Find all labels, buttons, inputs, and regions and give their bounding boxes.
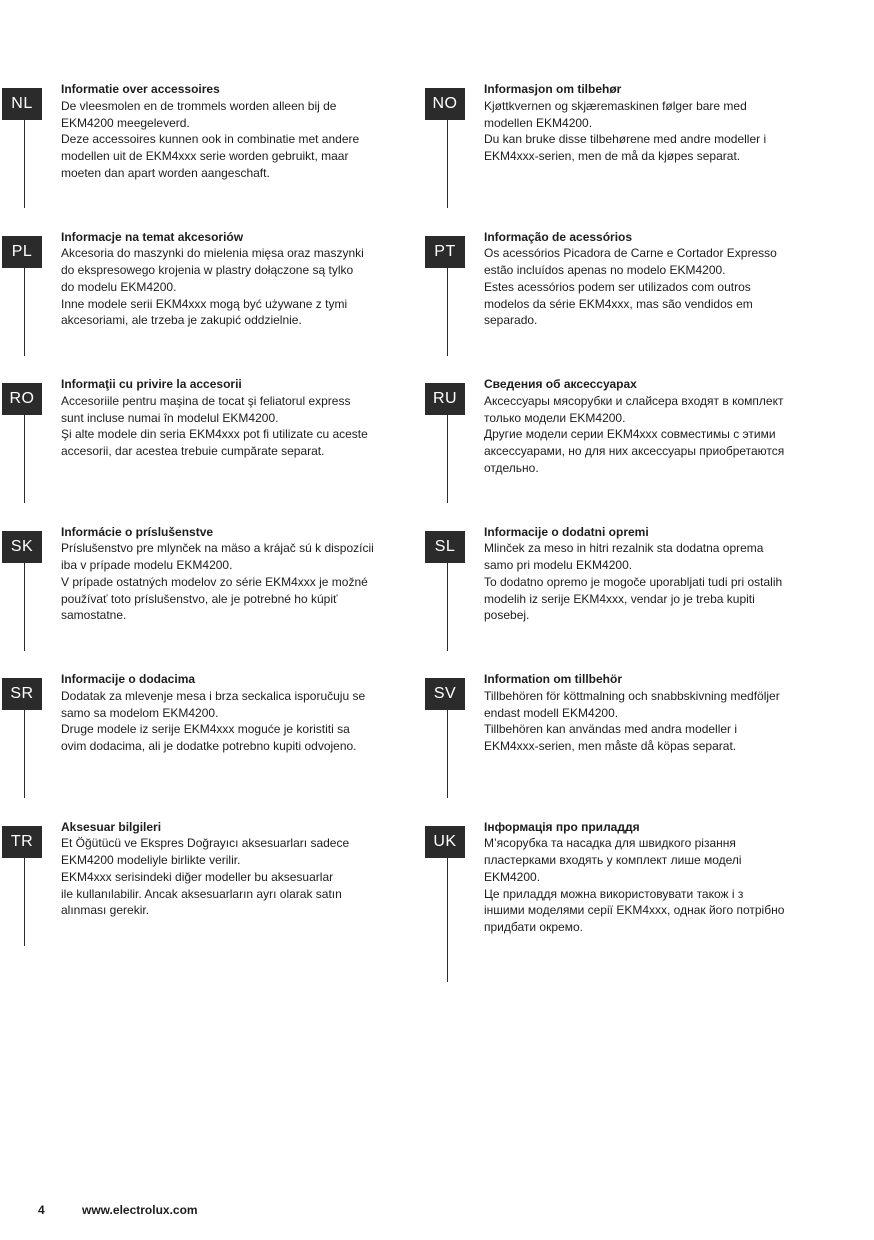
section-text-line: EKM4xxx serisindeki diğer modeller bu aksesuarlar xyxy=(61,869,334,884)
section-divider xyxy=(24,710,25,798)
section-sr xyxy=(2,672,402,818)
section-title: Information om tillbehör xyxy=(484,672,622,686)
section-text-line: separado. xyxy=(484,313,538,328)
section-pt xyxy=(425,229,825,376)
section-divider xyxy=(447,120,448,208)
section-text-line: Du kan bruke disse tilbehørene med andre modeller i xyxy=(484,132,767,147)
section-content xyxy=(61,819,391,920)
section-text-line: samostatne. xyxy=(61,608,127,623)
section-uk xyxy=(425,819,825,966)
section-title: Informácie o príslušenstve xyxy=(61,524,214,539)
section-divider xyxy=(24,858,25,946)
page-number: 4 xyxy=(38,1203,45,1217)
section-text-line: Dodatak za mlevenje mesa i brza seckalica isporučuju se xyxy=(61,688,366,703)
section-content xyxy=(61,229,391,330)
section-text-line: Şi alte modele din seria EKM4xxx pot fi utilizate cu aceste xyxy=(61,427,368,442)
language-code-badge: SV xyxy=(425,678,465,710)
language-code-badge: RU xyxy=(425,383,465,415)
language-code-badge: NO xyxy=(425,88,465,120)
section-title: Informação de acessórios xyxy=(484,229,633,244)
section-text-line: Kjøttkvernen og skjæremaskinen følger bare med xyxy=(484,98,747,113)
section-tr xyxy=(2,819,402,966)
footer-url: www.electrolux.com xyxy=(82,1203,198,1217)
section-divider xyxy=(447,710,448,798)
section-content xyxy=(484,524,814,625)
section-text-line: Os acessórios Picadora de Carne e Cortador Expresso xyxy=(484,246,777,261)
language-code-badge: SR xyxy=(2,678,42,710)
section-text-line: Аксессуары мясорубки и слайсера входят в комплект xyxy=(484,393,784,408)
section-text-line: М’ясорубка та насадка для швидкого різання xyxy=(484,836,736,851)
section-divider xyxy=(447,415,448,503)
section-content xyxy=(61,376,391,460)
section-content xyxy=(61,671,391,755)
section-text-line: alınması gerekir. xyxy=(61,903,150,918)
section-content xyxy=(484,229,814,330)
section-divider xyxy=(24,268,25,356)
section-text-line: EKM4xxx-serien, men de må da kjøpes separat. xyxy=(484,149,741,164)
section-divider xyxy=(24,415,25,503)
language-code-badge: PL xyxy=(2,236,42,268)
section-text-line: Inne modele serii EKM4xxx mogą być używane z tymi xyxy=(61,296,348,311)
section-text-line: posebej. xyxy=(484,608,530,623)
section-text-line: пластерками входять у комплект лише моделі xyxy=(484,853,742,868)
section-nl xyxy=(2,82,402,228)
section-content xyxy=(61,524,391,625)
section-text-line: Другие модели серии EKM4xxx совместимы с этими xyxy=(484,427,776,442)
section-text-line: používať toto príslušenstvo, ale je potrebné ho kúpiť xyxy=(61,591,338,606)
section-title: Informacje na temat akcesoriów xyxy=(61,229,244,244)
section-text-line: Tillbehören kan användas med andra modeller i xyxy=(484,722,738,737)
section-title: Informasjon om tilbehør xyxy=(484,82,622,96)
section-text-line: To dodatno opremo je mogoče uporabljati tudi pri ostalih xyxy=(484,574,783,589)
section-text-line: De vleesmolen en de trommels worden alleen bij de xyxy=(61,98,337,113)
section-text-line: EKM4200. xyxy=(484,869,541,884)
section-divider xyxy=(447,858,448,982)
section-text-line: ovim dodacima, ali je dodatke potrebno kupiti odvojeno. xyxy=(61,739,357,754)
section-text-line: Druge modele iz serije EKM4xxx moguće je koristiti sa xyxy=(61,722,350,737)
section-text-line: samo sa modelom EKM4200. xyxy=(61,705,219,720)
section-text-line: Príslušenstvo pre mlynček na mäso a krájač sú k dispozícii xyxy=(61,541,374,556)
section-text-line: Deze accessoires kunnen ook in combinatie met andere xyxy=(61,132,360,147)
section-text-line: modellen uit de EKM4xxx serie worden gebruikt, maar xyxy=(61,149,349,164)
section-text-line: ile kullanılabilir. Ancak aksesuarların ayrı olarak satın xyxy=(61,886,342,901)
section-content xyxy=(484,376,814,477)
section-text-line: Et Öğütücü ve Ekspres Doğrayıcı aksesuarları sadece xyxy=(61,836,350,851)
section-text-line: moeten dan apart worden aangeschaft. xyxy=(61,165,270,180)
section-content xyxy=(484,81,814,165)
section-divider xyxy=(447,563,448,651)
section-text-line: modelih iz serije EKM4xxx, vendar jo je treba kupiti xyxy=(484,591,755,606)
section-text-line: do ekspresowego krojenia w plastry dołączone są tylko xyxy=(61,263,354,278)
language-code-badge: PT xyxy=(425,236,465,268)
section-text-line: EKM4200 modeliyle birlikte verilir. xyxy=(61,853,241,868)
section-text-line: V prípade ostatných modelov zo série EKM4xxx je možné xyxy=(61,574,368,589)
section-text-line: samo pri modelu EKM4200. xyxy=(484,558,633,573)
section-pl xyxy=(2,229,402,376)
section-text-line: do modelu EKM4200. xyxy=(61,279,177,294)
section-divider xyxy=(447,268,448,356)
section-text-line: Estes acessórios podem ser utilizados com outros xyxy=(484,279,751,294)
section-text-line: Accesoriile pentru maşina de tocat şi feliatorul express xyxy=(61,393,351,408)
section-text-line: іншими моделями серії EKM4xxx, однак його потрібно xyxy=(484,903,785,918)
section-text-line: только модели EKM4200. xyxy=(484,410,626,425)
section-title: Informaţii cu privire la accesorii xyxy=(61,377,242,391)
section-ru xyxy=(425,377,825,523)
section-text-line: EKM4xxx-serien, men måste då köpas separat. xyxy=(484,739,737,754)
section-divider xyxy=(24,563,25,651)
section-title: Інформація про приладдя xyxy=(484,819,640,834)
section-text-line: modelos da série EKM4xxx, mas são vendidos em xyxy=(484,296,753,311)
section-text-line: аксессуарами, но для них аксессуары приобретаются xyxy=(484,444,785,459)
language-code-badge: SK xyxy=(2,531,42,563)
language-code-badge: RO xyxy=(2,383,42,415)
language-code-badge: TR xyxy=(2,826,42,858)
section-content xyxy=(484,819,814,937)
section-text-line: EKM4200 meegeleverd. xyxy=(61,115,190,130)
section-text-line: Tillbehören för köttmalning och snabbskivning medföljer xyxy=(484,688,780,703)
section-title: Aksesuar bilgileri xyxy=(61,819,162,834)
section-text-line: Це приладдя можна використовувати також і з xyxy=(484,886,744,901)
language-code-badge: SL xyxy=(425,531,465,563)
section-sl xyxy=(425,524,825,671)
section-title: Informatie over accessoires xyxy=(61,82,220,96)
language-code-badge: UK xyxy=(425,826,465,858)
section-text-line: Mlinček za meso in hitri rezalnik sta dodatna oprema xyxy=(484,541,764,556)
section-content xyxy=(484,671,814,755)
section-text-line: akcesoriami, ale trzeba je zakupić oddzielnie. xyxy=(61,313,302,328)
section-text-line: estão incluídos apenas no modelo EKM4200. xyxy=(484,263,726,278)
section-title: Сведения об аксессуарах xyxy=(484,377,637,391)
section-sv xyxy=(425,672,825,818)
section-content xyxy=(61,81,391,182)
language-code-badge: NL xyxy=(2,88,42,120)
section-text-line: endast modell EKM4200. xyxy=(484,705,619,720)
section-text-line: accesorii, dar acestea trebuie cumpărate separat. xyxy=(61,444,325,459)
section-title: Informacije o dodacima xyxy=(61,672,196,686)
section-text-line: iba v prípade modelu EKM4200. xyxy=(61,558,233,573)
section-text-line: придбати окремо. xyxy=(484,920,583,935)
section-text-line: отдельно. xyxy=(484,460,539,475)
section-text-line: sunt incluse numai în modelul EKM4200. xyxy=(61,410,279,425)
section-sk xyxy=(2,524,402,671)
section-text-line: Akcesoria do maszynki do mielenia mięsa oraz maszynki xyxy=(61,246,364,261)
section-ro xyxy=(2,377,402,523)
section-divider xyxy=(24,120,25,208)
section-no xyxy=(425,82,825,228)
section-title: Informacije o dodatni opremi xyxy=(484,524,649,539)
section-text-line: modellen EKM4200. xyxy=(484,115,593,130)
